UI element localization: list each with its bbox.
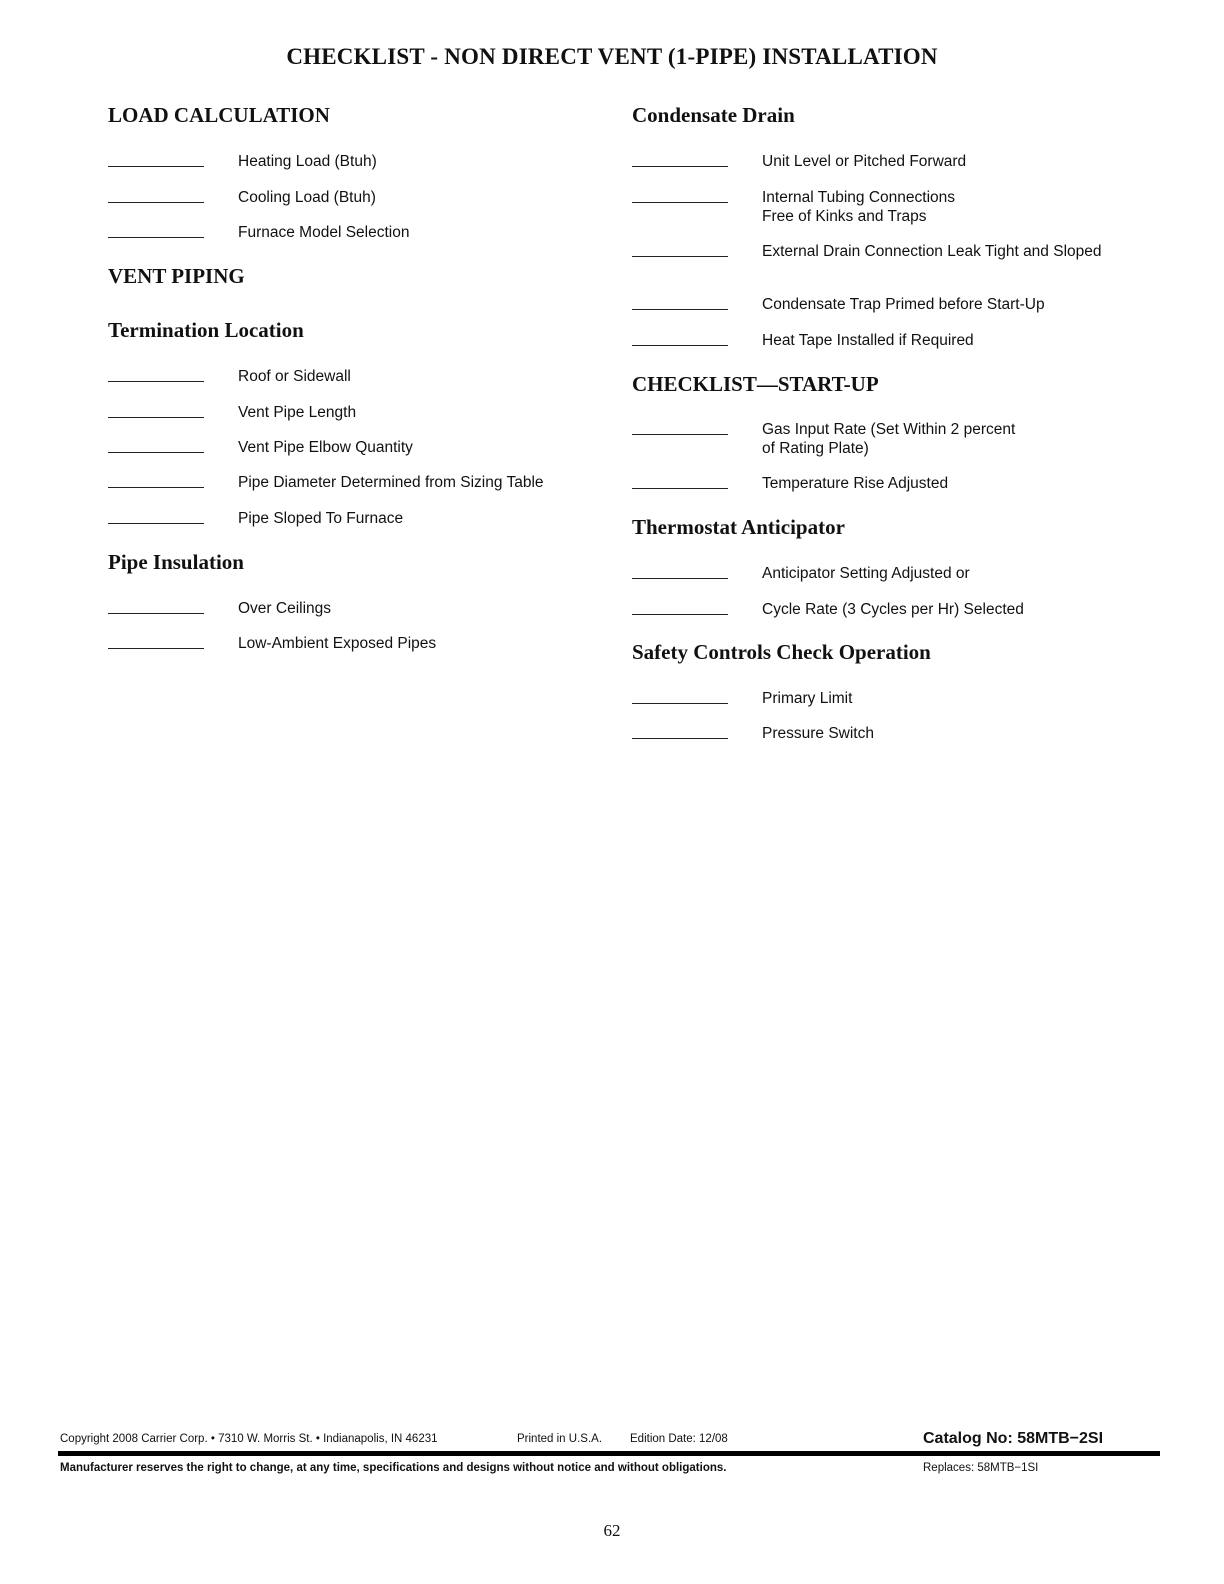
checklist-item-elbow-quantity — [108, 438, 413, 457]
vent-piping-heading: VENT PIPING — [108, 264, 245, 288]
checkoff-blank[interactable] — [632, 152, 728, 167]
copyright-text: Copyright 2008 Carrier Corp. • 7310 W. Morris St. • Indianapolis, IN 46231 — [60, 1433, 438, 1445]
checkoff-blank[interactable] — [108, 152, 204, 167]
item-label: Pipe Sloped To Furnace — [238, 510, 404, 527]
checkoff-blank[interactable] — [632, 689, 728, 704]
checklist-item-temperature-rise — [632, 474, 948, 493]
item-label: Pipe Diameter Determined from Sizing Table — [238, 474, 544, 491]
checklist-item-external-drain — [632, 242, 1108, 261]
checklist-item-gas-input-rate — [632, 420, 1032, 458]
checklist-item-pipe-sloped — [108, 509, 403, 528]
item-label: Unit Level or Pitched Forward — [762, 153, 967, 170]
item-label: Condensate Trap Primed before Start-Up — [762, 296, 1045, 313]
item-label: Temperature Rise Adjusted — [762, 475, 949, 492]
item-label: Heating Load (Btuh) — [238, 153, 377, 170]
checklist-item-pipe-diameter — [108, 473, 544, 492]
checkoff-blank[interactable] — [632, 331, 728, 346]
checkoff-blank[interactable] — [108, 438, 204, 453]
termination-location-heading: Termination Location — [108, 318, 304, 342]
item-label: Furnace Model Selection — [238, 224, 410, 241]
item-label: Over Ceilings — [238, 600, 332, 617]
checkoff-blank[interactable] — [108, 367, 204, 382]
checkoff-blank[interactable] — [108, 509, 204, 524]
checklist-item-pressure-switch — [632, 724, 874, 743]
thermostat-anticipator-heading: Thermostat Anticipator — [632, 515, 845, 539]
checklist-item-internal-tubing — [632, 188, 977, 226]
checklist-item-cycle-rate — [632, 600, 1024, 619]
checkoff-blank[interactable] — [632, 724, 728, 739]
checkoff-blank[interactable] — [632, 564, 728, 579]
page-title: CHECKLIST - NON DIRECT VENT (1-PIPE) INSTALLATION — [286, 44, 938, 69]
checkoff-blank[interactable] — [632, 242, 728, 257]
disclaimer-text: Manufacturer reserves the right to change, at any time, specifications and designs without notice and without obligations. — [60, 1462, 727, 1474]
checkoff-blank[interactable] — [108, 473, 204, 488]
catalog-number: Catalog No: 58MTB−2SI — [923, 1430, 1104, 1447]
item-label: Cooling Load (Btuh) — [238, 189, 376, 206]
checklist-item-primary-limit — [632, 689, 852, 708]
checklist-item-heat-tape — [632, 331, 974, 350]
checkoff-blank[interactable] — [632, 420, 728, 435]
footer-divider — [58, 1451, 1160, 1456]
checklist-startup-heading: CHECKLIST—START-UP — [632, 372, 879, 396]
checklist-item-unit-level — [632, 152, 966, 171]
item-label: Vent Pipe Elbow Quantity — [238, 439, 413, 456]
load-calculation-heading: LOAD CALCULATION — [108, 103, 330, 127]
edition-date-text: Edition Date: 12/08 — [630, 1433, 728, 1445]
item-label: Internal Tubing Connections Free of Kinks and Traps — [762, 189, 956, 225]
item-label: Primary Limit — [762, 690, 853, 707]
pipe-insulation-heading: Pipe Insulation — [108, 550, 244, 574]
checklist-item-cooling-load — [108, 188, 376, 207]
checklist-item-furnace-model — [108, 223, 409, 242]
checklist-item-low-ambient-pipes — [108, 634, 436, 653]
checklist-item-roof-or-sidewall — [108, 367, 351, 386]
checklist-item-trap-primed — [632, 295, 1045, 314]
checkoff-blank[interactable] — [108, 188, 204, 203]
checklist-item-heating-load — [108, 152, 377, 171]
item-label: Roof or Sidewall — [238, 368, 351, 385]
checkoff-blank[interactable] — [108, 599, 204, 614]
checkoff-blank[interactable] — [632, 295, 728, 310]
item-label: Heat Tape Installed if Required — [762, 332, 974, 349]
checkoff-blank[interactable] — [632, 600, 728, 615]
item-label: Vent Pipe Length — [238, 404, 357, 421]
item-label: Low-Ambient Exposed Pipes — [238, 635, 437, 652]
checkoff-blank[interactable] — [108, 403, 204, 418]
item-label: External Drain Connection Leak Tight and Sloped — [762, 243, 1102, 260]
item-label: Anticipator Setting Adjusted or — [762, 565, 970, 582]
checklist-item-over-ceilings — [108, 599, 331, 618]
checkoff-blank[interactable] — [108, 223, 204, 238]
checkoff-blank[interactable] — [108, 634, 204, 649]
checkoff-blank[interactable] — [632, 188, 728, 203]
item-label: Pressure Switch — [762, 725, 874, 742]
checkoff-blank[interactable] — [632, 474, 728, 489]
page-number: 62 — [603, 1521, 621, 1540]
replaces-text: Replaces: 58MTB−1SI — [923, 1462, 1039, 1474]
checklist-item-anticipator-setting — [632, 564, 970, 583]
checklist-item-vent-pipe-length — [108, 403, 356, 422]
condensate-drain-heading: Condensate Drain — [632, 103, 795, 127]
item-label: Gas Input Rate (Set Within 2 percent of Rating Plate) — [762, 421, 1016, 457]
safety-controls-heading: Safety Controls Check Operation — [632, 640, 931, 664]
printed-in-text: Printed in U.S.A. — [517, 1433, 603, 1445]
item-label: Cycle Rate (3 Cycles per Hr) Selected — [762, 601, 1024, 618]
